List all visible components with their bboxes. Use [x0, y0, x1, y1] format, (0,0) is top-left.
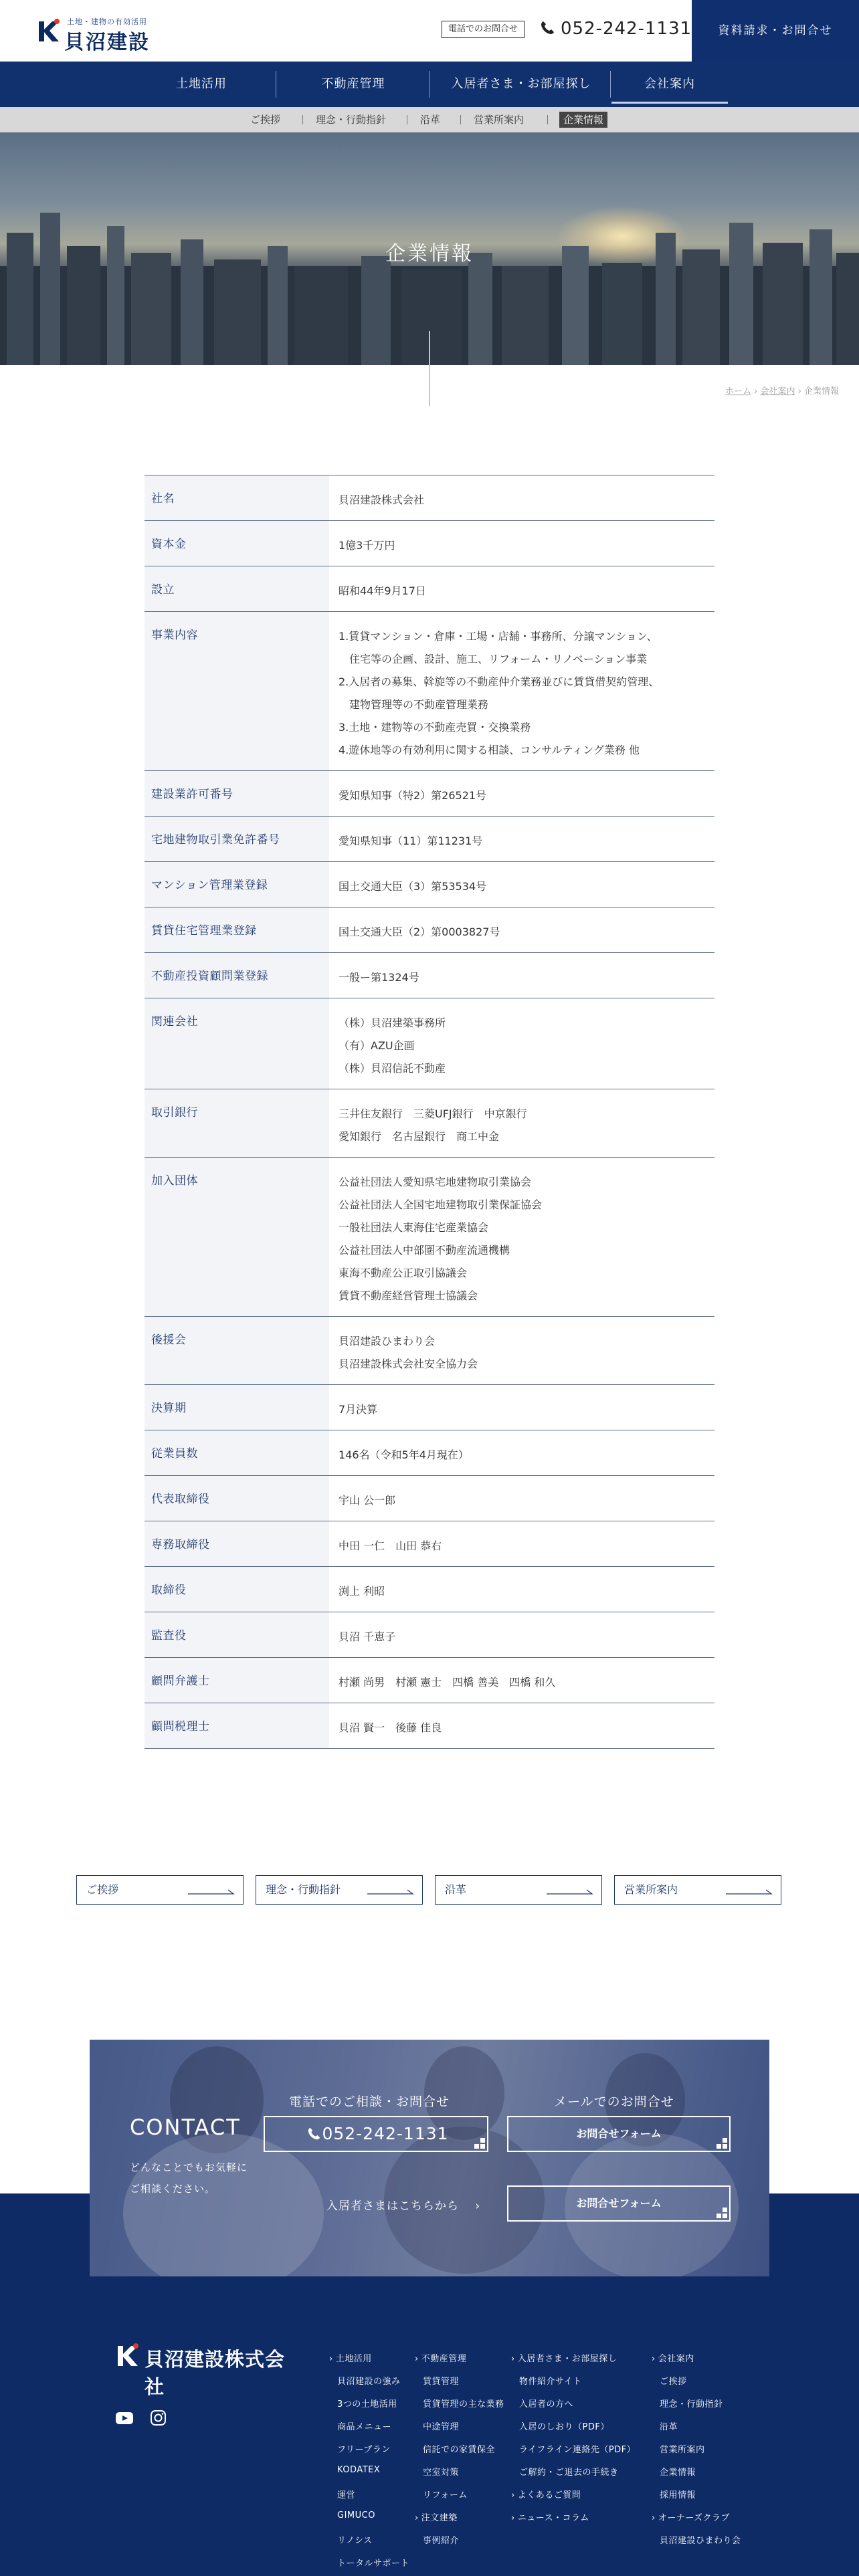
subnav-company-info[interactable]: 企業情報	[559, 112, 607, 128]
youtube-icon[interactable]	[115, 2410, 134, 2426]
info-value-line: 公益社団法人愛知県宅地建物取引業協会	[339, 1176, 532, 1188]
info-label: 顧問税理士	[145, 1703, 329, 1748]
info-label: 決算期	[145, 1385, 329, 1430]
resident-form-button[interactable]	[507, 2185, 731, 2222]
company-info-row	[145, 1158, 714, 1317]
footer-link[interactable]: › オーナーズクラブ	[652, 2510, 730, 2523]
arrow-right-icon	[547, 1889, 593, 1895]
info-label: 後援会	[145, 1317, 329, 1384]
link-greeting-button[interactable]	[76, 1875, 244, 1905]
footer-link[interactable]: 営業所案内	[660, 2445, 705, 2455]
info-value-line: 愛知県知事（11）第11231号	[339, 835, 483, 847]
nav-item-residents[interactable]: 入居者さま・お部屋探し	[451, 77, 591, 91]
info-value-line: 貝沼 千恵子	[339, 1630, 396, 1643]
subnav-divider	[302, 115, 303, 124]
page-title: 企業情報	[385, 242, 474, 265]
info-value	[329, 1385, 714, 1430]
info-label: 設立	[145, 566, 329, 611]
info-value	[329, 1567, 714, 1612]
info-label: 建設業許可番号	[145, 771, 329, 816]
info-label: 社名	[145, 475, 329, 520]
info-value	[329, 771, 714, 816]
info-value-line: 愛知県知事（特2）第26521号	[339, 789, 487, 802]
info-value-line: （株）貝沼建築事務所	[339, 1016, 446, 1029]
info-value-line: 宇山 公一郎	[339, 1494, 396, 1507]
hero-divider-line	[429, 331, 430, 406]
info-value-line: 貝沼 賢一 後藤 佳良	[339, 1721, 442, 1734]
info-label: 資本金	[145, 521, 329, 566]
nav-item-company[interactable]: 会社案内	[644, 77, 695, 91]
subnav-history[interactable]: 沿革	[420, 114, 441, 126]
info-value	[329, 1158, 714, 1316]
info-value-line: 1.賃貸マンション・倉庫・工場・店舗・事務所、分譲マンション、	[339, 630, 658, 643]
info-value	[329, 1317, 714, 1384]
resident-contact-link[interactable]	[326, 2196, 480, 2213]
nav-divider	[610, 71, 611, 98]
mail-form-label: お問合せフォーム	[576, 2127, 662, 2140]
footer-link[interactable]: 貝沼建設ひまわり会	[660, 2536, 741, 2546]
resident-form-label: お問合せフォーム	[576, 2197, 662, 2210]
info-value	[329, 907, 714, 952]
arrow-right-icon	[188, 1889, 235, 1895]
info-value	[329, 998, 714, 1089]
subnav-greeting[interactable]: ご挨拶	[250, 114, 281, 126]
info-value-line: 4.遊休地等の有効利用に関する相談、コンサルティング業務 他	[339, 744, 640, 756]
phone-icon	[306, 2127, 321, 2141]
main-navigation	[0, 62, 859, 107]
site-header	[0, 0, 859, 62]
footer-link[interactable]: 中途管理	[423, 2422, 460, 2432]
footer-link[interactable]: 賃貸管理の主な業務	[423, 2399, 504, 2409]
info-label: 宅地建物取引業免許番号	[145, 817, 329, 861]
footer-logo[interactable]	[114, 2341, 301, 2398]
info-value-line: 3.土地・建物等の不動産売買・交換業務	[339, 721, 531, 734]
info-label: 関連会社	[145, 998, 329, 1089]
info-value	[329, 1521, 714, 1566]
tel-label-badge: 電話でのお問合せ	[442, 21, 524, 38]
breadcrumb-company[interactable]: 会社案内	[760, 387, 795, 397]
footer-link[interactable]: › 入居者さま・お部屋探し	[511, 2351, 617, 2364]
info-value	[329, 862, 714, 907]
info-label: マンション管理業登録	[145, 862, 329, 907]
info-value-line: 愛知銀行 名古屋銀行 商工中金	[339, 1130, 500, 1143]
link-offices-button[interactable]	[614, 1875, 781, 1905]
info-label: 不動産投資顧問業登録	[145, 953, 329, 998]
contact-overlay	[90, 2040, 769, 2276]
footer-link[interactable]: 理念・行動指針	[660, 2399, 723, 2409]
mail-form-button[interactable]	[507, 2116, 731, 2152]
logo-mark-icon	[35, 17, 62, 44]
footer-link[interactable]: 入居者の方へ	[519, 2399, 574, 2409]
link-label: 営業所案内	[624, 1883, 678, 1896]
info-value-line: 2.入居者の募集、斡旋等の不動産仲介業務並びに賃貸借契約管理、	[339, 675, 660, 688]
corner-squares-icon	[717, 2208, 727, 2218]
info-value-line: 貝沼建設ひまわり会	[339, 1335, 436, 1348]
info-value-line: 公益社団法人中部圏不動産流通機構	[339, 1244, 510, 1257]
info-value-line: 国土交通大臣（2）第0003827号	[339, 926, 500, 938]
company-info-row	[145, 566, 714, 612]
info-value	[329, 1658, 714, 1703]
arrow-right-icon	[726, 1889, 773, 1895]
info-value-line: 昭和44年9月17日	[339, 584, 426, 597]
info-value-line: 一般ー第1324号	[339, 971, 419, 984]
link-philosophy-button[interactable]	[256, 1875, 423, 1905]
info-value	[329, 566, 714, 611]
footer-link[interactable]: 採用情報	[660, 2490, 696, 2500]
footer-link[interactable]: 運営	[337, 2490, 356, 2500]
company-info-row	[145, 862, 714, 907]
info-label: 取引銀行	[145, 1089, 329, 1157]
subnav-philosophy[interactable]: 理念・行動指針	[316, 114, 387, 126]
info-value-line: 村瀬 尚男 村瀬 憲士 四橋 善美 四橋 和久	[339, 1676, 556, 1689]
info-value-line: （株）貝沼信託不動産	[339, 1062, 446, 1075]
info-value	[329, 475, 714, 520]
footer-link[interactable]: 貝沼建設の強み	[337, 2377, 401, 2387]
info-value	[329, 953, 714, 998]
company-info-row	[145, 1521, 714, 1567]
footer-link[interactable]: 空室対策	[423, 2468, 460, 2478]
company-info-row	[145, 1476, 714, 1521]
footer-link[interactable]: › ニュース・コラム	[511, 2510, 589, 2523]
link-label: ご挨拶	[86, 1883, 119, 1896]
subnav-divider	[460, 115, 461, 124]
info-value	[329, 1703, 714, 1748]
subnav-divider	[547, 115, 548, 124]
info-value	[329, 817, 714, 861]
arrow-right-icon	[367, 1889, 414, 1895]
footer-link[interactable]: › 会社案内	[652, 2351, 694, 2364]
company-info-row	[145, 1089, 714, 1158]
info-value-line: 中田 一仁 山田 恭右	[339, 1539, 442, 1552]
header-tel-number[interactable]: 052-242-1131	[561, 19, 692, 39]
company-info-row	[145, 1658, 714, 1703]
breadcrumb-separator-icon: ›	[754, 387, 761, 397]
footer-link[interactable]: 企業情報	[660, 2468, 696, 2478]
info-value-line: 貝沼建設株式会社安全協力会	[339, 1358, 478, 1370]
mail-contact-title: メールでのお問合せ	[554, 2095, 674, 2109]
info-value	[329, 612, 714, 770]
footer-link[interactable]: 3つの土地活用	[337, 2399, 397, 2409]
request-contact-button[interactable]: 資料請求・お問合せ	[692, 0, 859, 62]
footer-link[interactable]: ライフライン連絡先（PDF）	[519, 2445, 636, 2455]
info-value-line: 住宅等の企画、設計、施工、リフォーム・リノベーション事業	[339, 653, 648, 665]
footer-link[interactable]: GIMUCO	[337, 2510, 375, 2520]
nav-item-land-use[interactable]: 土地活用	[176, 77, 227, 91]
info-value	[329, 521, 714, 566]
info-value	[329, 1612, 714, 1657]
breadcrumb-separator-icon: ›	[797, 387, 804, 397]
link-label: 理念・行動指針	[266, 1883, 341, 1896]
contact-note-line2: ご相談ください。	[130, 2183, 216, 2195]
info-label: 代表取締役	[145, 1476, 329, 1521]
footer-link[interactable]: 物件紹介サイト	[519, 2377, 582, 2387]
company-info-row	[145, 1703, 714, 1749]
info-label: 加入団体	[145, 1158, 329, 1316]
company-info-row	[145, 1317, 714, 1385]
footer-link[interactable]: トータルサポート	[337, 2559, 410, 2569]
breadcrumb	[725, 384, 839, 397]
logo-mark-icon	[114, 2342, 140, 2369]
footer-link[interactable]: › 不動産管理	[415, 2351, 466, 2364]
info-value	[329, 1089, 714, 1157]
link-label: 沿革	[445, 1883, 467, 1896]
info-value	[329, 1476, 714, 1521]
footer-link[interactable]: リフォーム	[423, 2490, 468, 2500]
contact-heading: CONTACT	[130, 2115, 241, 2140]
company-info-row	[145, 1385, 714, 1430]
sub-navigation	[0, 107, 859, 132]
company-info-row	[145, 907, 714, 953]
footer-link[interactable]: リノシス	[337, 2536, 373, 2546]
footer-link[interactable]: 商品メニュー	[337, 2422, 392, 2432]
footer-link[interactable]: 事例紹介	[423, 2536, 460, 2546]
info-label: 事業内容	[145, 612, 329, 770]
info-label: 賃貸住宅管理業登録	[145, 907, 329, 952]
info-label: 監査役	[145, 1612, 329, 1657]
footer-link[interactable]: ご挨拶	[660, 2377, 687, 2387]
info-value-line: （有）AZU企画	[339, 1039, 415, 1052]
logo-tagline: 土地・建物の有効活用	[67, 17, 147, 26]
footer-link[interactable]: › 土地活用	[329, 2351, 372, 2364]
link-history-button[interactable]	[435, 1875, 602, 1905]
company-info-row	[145, 771, 714, 817]
company-info-row	[145, 1567, 714, 1612]
footer-logo-text: 貝沼建設株式会社	[145, 2348, 286, 2398]
info-value-line: 公益社団法人全国宅地建物取引業保証協会	[339, 1198, 543, 1211]
phone-contact-title: 電話でのご相談・お問合せ	[289, 2095, 450, 2109]
footer-link[interactable]: KODATEX	[337, 2465, 381, 2475]
info-label: 従業員数	[145, 1430, 329, 1475]
info-value-line: 一般社団法人東海住宅産業協会	[339, 1221, 489, 1234]
company-info-row	[145, 475, 714, 521]
company-info-row	[145, 953, 714, 998]
info-value-line: 賃貸不動産経営管理士協議会	[339, 1289, 478, 1302]
footer-link[interactable]: 信託での家賃保全	[423, 2445, 496, 2455]
company-info-row	[145, 1430, 714, 1476]
info-label: 顧問弁護士	[145, 1658, 329, 1703]
chevron-right-icon: ›	[475, 2199, 481, 2213]
company-info-row	[145, 521, 714, 566]
footer-link[interactable]: 沿革	[660, 2422, 678, 2432]
subnav-offices[interactable]: 営業所案内	[474, 114, 524, 126]
corner-squares-icon	[717, 2138, 727, 2149]
company-info-row	[145, 817, 714, 862]
footer-link[interactable]: フリープラン	[337, 2445, 391, 2455]
info-value-line: 1億3千万円	[339, 539, 395, 552]
info-value-line: 貝沼建設株式会社	[339, 494, 425, 506]
site-logo[interactable]	[35, 15, 155, 54]
contact-phone-number: 052-242-1131	[322, 2124, 449, 2143]
footer-link[interactable]: ご解約・ご退去の手続き	[519, 2468, 619, 2478]
info-value-line: 7月決算	[339, 1403, 378, 1416]
phone-icon	[539, 20, 555, 36]
info-value-line: 146名（令和5年4月現在）	[339, 1448, 469, 1461]
footer-link[interactable]: › 注文建築	[415, 2510, 458, 2523]
company-info-row	[145, 612, 714, 771]
nav-active-indicator	[611, 102, 728, 104]
info-label: 専務取締役	[145, 1521, 329, 1566]
footer-link[interactable]: 入居のしおり（PDF）	[519, 2422, 609, 2432]
info-value-line: 三井住友銀行 三菱UFJ銀行 中京銀行	[339, 1107, 527, 1120]
info-value-line: 渕上 利昭	[339, 1585, 385, 1598]
contact-note-line1: どんなことでもお気軽に	[130, 2161, 248, 2173]
footer-link[interactable]: › よくあるご質問	[511, 2488, 581, 2500]
company-info-row	[145, 998, 714, 1089]
company-info-table	[145, 475, 714, 1749]
contact-phone-button[interactable]	[264, 2116, 488, 2152]
breadcrumb-current: 企業情報	[803, 387, 839, 397]
nav-item-property-management[interactable]: 不動産管理	[321, 77, 385, 91]
info-value-line: 東海不動産公正取引協議会	[339, 1267, 468, 1279]
instagram-icon[interactable]	[149, 2410, 167, 2426]
hero-banner	[0, 132, 859, 365]
info-label: 取締役	[145, 1567, 329, 1612]
info-value-line: 国土交通大臣（3）第53534号	[339, 880, 487, 893]
breadcrumb-home[interactable]: ホーム	[725, 387, 751, 397]
footer-link[interactable]: 賃貸管理	[423, 2377, 460, 2387]
info-value-line: 建物管理等の不動産管理業務	[339, 698, 489, 711]
info-value	[329, 1430, 714, 1475]
contact-section	[90, 2040, 769, 2276]
resident-link-label: 入居者さまはこちらから	[326, 2199, 459, 2213]
company-info-row	[145, 1612, 714, 1658]
logo-text: 貝沼建設	[64, 31, 150, 54]
corner-squares-icon	[474, 2138, 485, 2149]
